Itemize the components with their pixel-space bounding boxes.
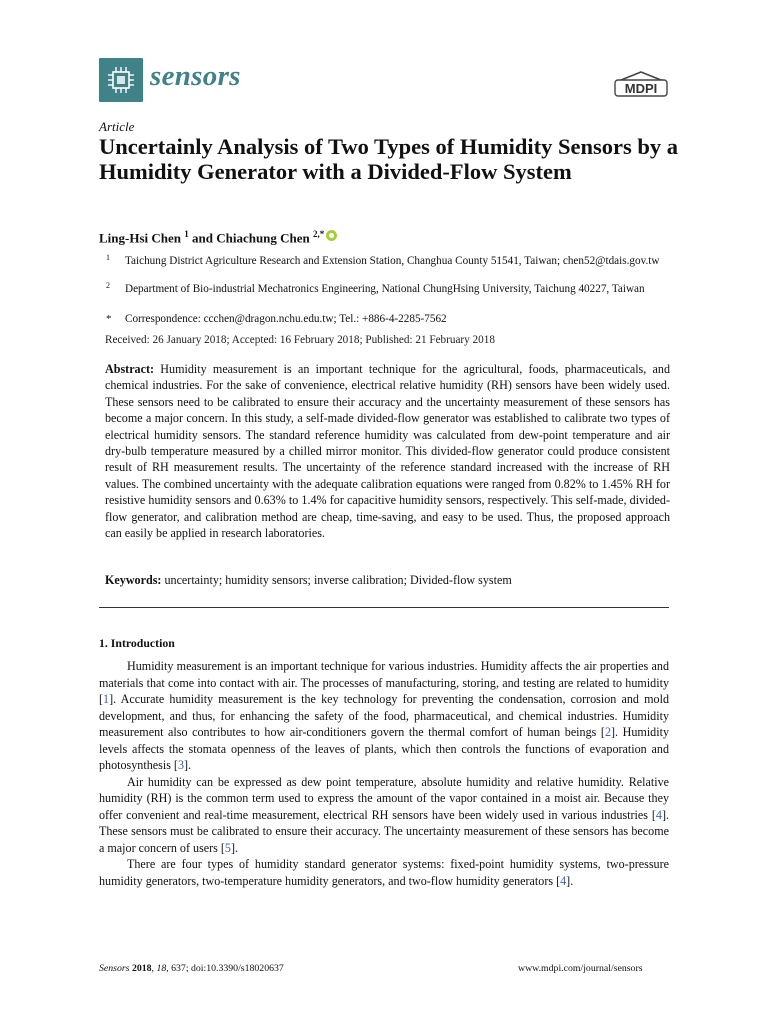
paragraph [99, 658, 669, 774]
abstract [105, 361, 670, 541]
paragraph-text: ]. [230, 840, 239, 855]
footer-volume: 18 [156, 963, 167, 974]
citation-link[interactable]: 4 [560, 873, 567, 888]
paragraph-text: Humidity measurement is an important technique for various industries. Humidity affects the air properties and materials that come into contact with air. The processes of manufacturing, storing, and testing are related to humidity [ [99, 659, 669, 706]
article-type: Article [99, 119, 135, 134]
correspondence-text[interactable]: Correspondence: ccchen@dragon.nchu.edu.tw; Tel.: +886-4-2285-7562 [125, 313, 447, 325]
abstract-label: Abstract: [105, 362, 155, 376]
citation-link[interactable]: 1 [103, 692, 110, 706]
citation-link[interactable]: 3 [177, 758, 184, 772]
paragraph-text: Air humidity can be expressed as dew point temperature, absolute humidity and relative humidity. Relative humidity (RH) is the common term used to express the amount of the vapor contained in a moist air. Because they offer convenient and real-time measurement, electrical RH sensors have been widely used in various industries [ [99, 774, 669, 822]
citation-link[interactable]: 5 [224, 840, 231, 855]
paragraph-text: ]. Accurate humidity measurement is the key technology for preventing the condensation, corrosion and mold development, and thus, for enhancing the safety of the food, pharmaceutical, and chemical industries. Humidity measurement also contributes to how air-conditioners govern the thermal comfort of human beings [ [99, 692, 669, 739]
paragraph [99, 774, 669, 857]
author-conjunction: and [192, 230, 213, 246]
author-list [99, 229, 337, 246]
paragraph-text: ]. [184, 758, 192, 772]
footer-doi[interactable]: , 637; doi:10.3390/s18020637 [166, 963, 284, 974]
mdpi-logo-icon[interactable] [612, 70, 670, 98]
paragraph-text: ]. [566, 873, 574, 888]
orcid-icon[interactable] [326, 230, 337, 241]
paragraph-text: ]. These sensors must be calibrated to ensure their accuracy. The uncertainty measurement of these sensors has become a major concern of users [ [99, 807, 669, 855]
mdpi-logo-text: MDPI [624, 81, 658, 96]
section-divider [99, 607, 669, 608]
article-title: Uncertainly Analysis of Two Types of Humidity Sensors by a Humidity Generator with a Divided-Flow System [99, 134, 679, 184]
footer-url[interactable]: www.mdpi.com/journal/sensors [518, 963, 643, 974]
affiliation-number: 1 [106, 253, 110, 262]
footer-citation: Sensors 2018, 18, 637; doi:10.3390/s18020637 [99, 963, 284, 974]
keywords-label: Keywords: [105, 573, 162, 587]
paragraph-text: There are four types of humidity standard generator systems: fixed-point humidity systems, two-pressure humidity generators, two-temperature humidity generators, and two-flow humidity generators [ [99, 857, 669, 888]
introduction-body [99, 658, 669, 889]
footer-year: 2018 [131, 963, 152, 974]
paragraph [99, 856, 669, 889]
author-affil-sup: 2,* [313, 229, 325, 239]
abstract-text: Humidity measurement is an important technique for the agricultural, foods, pharmaceuticals, and chemical industries. For the sake of convenience, electrical relative humidity (RH) sensors have been widely used. These sensors need to be calibrated to ensure their accuracy and the uncertainty measurement of these sensors has become a major concern. In this study, a self-made divided-flow generator was established to calibrate two types of electrical humidity sensors. The standard reference humidity was calculated from dew-point temperature and air dry-bulb temperature measured by a chilled mirror monitor. This divided-flow generator could produce consistent result of RH measurement results. The uncertainty of the reference standard increased with the increase of RH values. The combined uncertainty with the adequate calibration equations were ranged from 0.82% to 1.45% RH for resistive humidity sensors and 0.63% to 1.4% for capacitive humidity sensors, respectively. This self-made, divided-flow generator, and calibration method are cheap, time-saving, and easy to be used. Thus, the proposed approach can easily be applied in research laboratories. [105, 362, 670, 541]
citation-link[interactable]: 2 [604, 725, 611, 739]
keywords-text: uncertainty; humidity sensors; inverse calibration; Divided-flow system [164, 573, 512, 587]
footer-journal: Sensors [99, 963, 130, 974]
citation-link[interactable]: 4 [655, 807, 662, 822]
affiliation-text: Department of Bio-industrial Mechatronics Engineering, National ChungHsing University, Taichung 40227, Taiwan [125, 283, 645, 295]
journal-logo-icon [99, 58, 143, 102]
author-name[interactable]: Chiachung Chen [216, 230, 310, 246]
affiliation-text: Taichung District Agriculture Research and Extension Station, Changhua County 51541, Taiwan; chen52@tdais.gov.tw [125, 255, 660, 267]
section-heading: 1. Introduction [99, 636, 175, 650]
journal-name[interactable]: sensors [150, 60, 241, 92]
affiliation-number: * [106, 313, 112, 325]
paragraph-text: ]. Humidity levels affects the stomata openness of the leaves of plants, which then controls the functions of evaporation and photosynthesis [ [99, 725, 669, 772]
publication-dates: Received: 26 January 2018; Accepted: 16 February 2018; Published: 21 February 2018 [105, 334, 495, 346]
author-name[interactable]: Ling-Hsi Chen [99, 230, 181, 246]
author-affil-sup: 1 [184, 229, 189, 239]
keywords [105, 573, 670, 588]
affiliation-number: 2 [106, 281, 110, 290]
